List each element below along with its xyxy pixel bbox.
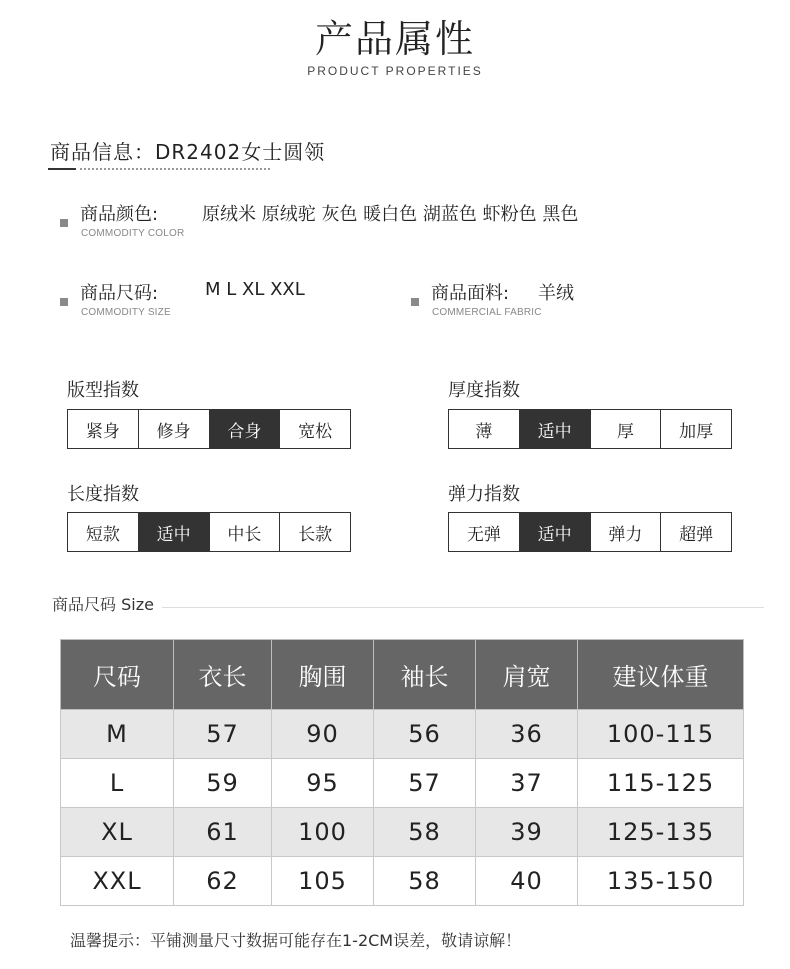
- table-cell: L: [61, 759, 174, 808]
- table-cell: 125-135: [578, 808, 744, 857]
- length-option: 长款: [280, 513, 350, 551]
- table-cell: 115-125: [578, 759, 744, 808]
- product-info: [50, 136, 325, 165]
- table-cell: 62: [174, 857, 272, 906]
- fit-index-scale: [67, 409, 351, 449]
- size-label: 商品尺码:: [80, 283, 159, 304]
- table-cell: 100-115: [578, 710, 744, 759]
- table-cell: 95: [272, 759, 374, 808]
- length-option: 短款: [68, 513, 139, 551]
- table-cell: XXL: [61, 857, 174, 906]
- fabric-value: 羊绒: [538, 283, 574, 304]
- elasticity-option: 弹力: [591, 513, 662, 551]
- length-index-title: 长度指数: [67, 484, 139, 505]
- section-divider: [162, 607, 764, 608]
- table-cell: 39: [476, 808, 578, 857]
- fit-option: 宽松: [280, 410, 350, 448]
- table-cell: 100: [272, 808, 374, 857]
- fabric-label: 商品面料:: [431, 283, 510, 304]
- fabric-label-en: COMMERCIAL FABRIC: [432, 307, 542, 318]
- table-header-cell: 尺码: [61, 640, 174, 710]
- length-option: 适中: [139, 513, 210, 551]
- color-label-en: COMMODITY COLOR: [81, 228, 185, 239]
- fit-option: 修身: [139, 410, 210, 448]
- table-cell: 61: [174, 808, 272, 857]
- table-row: [61, 759, 744, 808]
- product-info-label: 商品信息：: [50, 140, 155, 164]
- table-header-row: [61, 640, 744, 710]
- bullet-square-icon: [411, 298, 419, 306]
- info-underline: [48, 168, 76, 170]
- page-subtitle: PRODUCT PROPERTIES: [307, 64, 483, 78]
- table-header-cell: 建议体重: [578, 640, 744, 710]
- product-model: DR2402女士圆领: [155, 140, 326, 164]
- elasticity-option: 无弹: [449, 513, 520, 551]
- thickness-option: 薄: [449, 410, 520, 448]
- table-cell: 59: [174, 759, 272, 808]
- fit-option: 紧身: [68, 410, 139, 448]
- length-option: 中长: [210, 513, 281, 551]
- thickness-option: 厚: [591, 410, 662, 448]
- elasticity-index-title: 弹力指数: [448, 484, 520, 505]
- size-table: [60, 639, 744, 906]
- table-header-cell: 胸围: [272, 640, 374, 710]
- size-section-title: 商品尺码 Size: [52, 595, 154, 614]
- table-cell: XL: [61, 808, 174, 857]
- color-label: 商品颜色:: [80, 204, 159, 225]
- table-cell: M: [61, 710, 174, 759]
- table-cell: 58: [374, 808, 476, 857]
- table-cell: 58: [374, 857, 476, 906]
- table-row: [61, 710, 744, 759]
- table-cell: 57: [174, 710, 272, 759]
- table-cell: 135-150: [578, 857, 744, 906]
- color-value: 原绒米 原绒驼 灰色 暖白色 湖蓝色 虾粉色 黑色: [202, 204, 579, 225]
- table-cell: 90: [272, 710, 374, 759]
- elasticity-option: 适中: [520, 513, 591, 551]
- table-cell: 37: [476, 759, 578, 808]
- table-row: [61, 808, 744, 857]
- table-cell: 36: [476, 710, 578, 759]
- table-cell: 105: [272, 857, 374, 906]
- bullet-square-icon: [60, 219, 68, 227]
- size-label-en: COMMODITY SIZE: [81, 307, 171, 318]
- thickness-index-scale: [448, 409, 732, 449]
- thickness-option: 加厚: [661, 410, 731, 448]
- table-cell: 57: [374, 759, 476, 808]
- thickness-index-title: 厚度指数: [448, 380, 520, 401]
- table-cell: 56: [374, 710, 476, 759]
- fit-index-title: 版型指数: [67, 380, 139, 401]
- thickness-option: 适中: [520, 410, 591, 448]
- table-header-cell: 肩宽: [476, 640, 578, 710]
- page-title: 产品属性: [314, 17, 475, 61]
- table-header-cell: 衣长: [174, 640, 272, 710]
- table-cell: 40: [476, 857, 578, 906]
- measurement-note: 温馨提示：平铺测量尺寸数据可能存在1-2CM误差，敬请谅解！: [70, 931, 522, 950]
- bullet-square-icon: [60, 298, 68, 306]
- elasticity-option: 超弹: [661, 513, 731, 551]
- info-underline-dots: [80, 168, 270, 170]
- size-value: M L XL XXL: [205, 279, 305, 300]
- table-row: [61, 857, 744, 906]
- length-index-scale: [67, 512, 351, 552]
- fit-option: 合身: [210, 410, 281, 448]
- table-header-cell: 袖长: [374, 640, 476, 710]
- elasticity-index-scale: [448, 512, 732, 552]
